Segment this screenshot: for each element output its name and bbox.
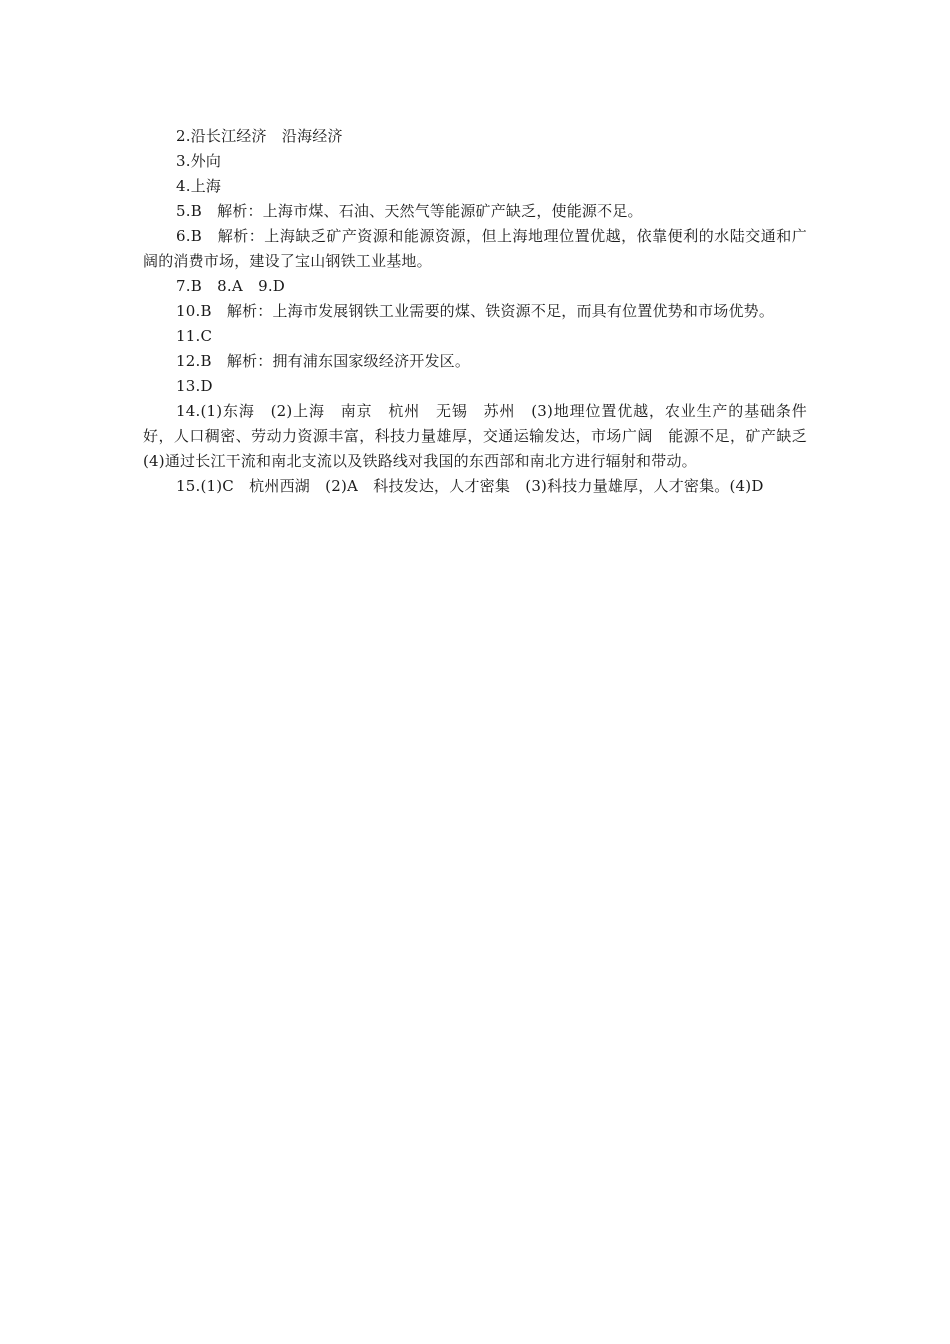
answer-item-5: 5.B 解析：上海市煤、石油、天然气等能源矿产缺乏，使能源不足。 [176, 202, 643, 220]
answer-item-15: 15.(1)C 杭州西湖 (2)A 科技发达，人才密集 (3)科技力量雄厚，人才密集。(4)D [176, 477, 764, 495]
answer-item-11: 11.C [176, 327, 213, 345]
answer-item-12: 12.B 解析：拥有浦东国家级经济开发区。 [176, 352, 471, 370]
answer-item-6: 6.B 解析：上海缺乏矿产资源和能源资源，但上海地理位置优越，依靠便利的水陆交通和广阔的消费市场，建设了宝山钢铁工业基地。 [143, 227, 807, 270]
answer-item-7-9: 7.B 8.A 9.D [176, 277, 286, 295]
answer-item-2: 2.沿长江经济 沿海经济 [176, 127, 343, 145]
answer-item-10: 10.B 解析：上海市发展钢铁工业需要的煤、铁资源不足，而具有位置优势和市场优势。 [176, 302, 775, 320]
answer-item-3: 3.外向 [176, 152, 222, 170]
answer-item-4: 4.上海 [176, 177, 222, 195]
answer-item-13: 13.D [176, 377, 213, 395]
answer-item-14: 14.(1)东海 (2)上海 南京 杭州 无锡 苏州 (3)地理位置优越，农业生产的基础条件好，人口稠密、劳动力资源丰富，科技力量雄厚，交通运输发达，市场广阔 能源不足，矿产缺乏 (4)通过长江干流和南北支流以及铁路线对我国的东西部和南北方进行辐射和带动。 [143, 402, 823, 470]
answer-list [143, 124, 823, 499]
